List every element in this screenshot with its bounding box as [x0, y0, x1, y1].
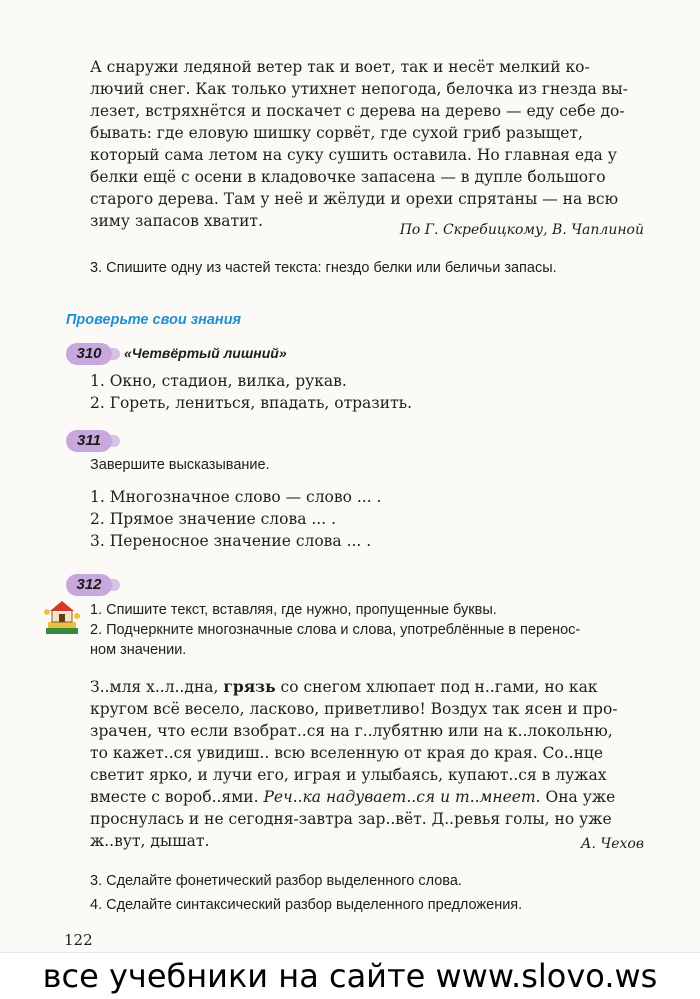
attribution: По Г. Скребицкому, В. Чаплиной [399, 222, 644, 238]
list-item: 2. Гореть, лениться, впадать, отразить. [90, 394, 413, 412]
text-line: А снаружи ледяной ветер так и воет, так и несёт мелкий ко- [90, 58, 590, 76]
house-books-icon [40, 598, 84, 642]
text-line: ж..вут, дышат. [90, 832, 210, 850]
text-line: зрачен, что если взобрат..ся на г..лубятню или на к..локольню, [90, 722, 613, 740]
text-line: кругом всё весело, ласково, приветливо! Воздух так ясен и про- [90, 700, 618, 718]
text-line: который сама летом на суку сушить оставила. Но главная еда у [90, 146, 617, 164]
exercise-instruction: Завершите высказывание. [90, 457, 270, 473]
exercise-311-items [90, 486, 644, 552]
text-line: бывать: где еловую шишку сорвёт, где сухой гриб разыщет, [90, 124, 583, 142]
text-line: то кажет..ся увидиш.. всю вселенную от края до края. Со..нце [90, 744, 604, 762]
list-item: 3. Переносное значение слова ... . [90, 532, 372, 550]
text-segment: Она уже [540, 788, 616, 806]
exercise-312-text [90, 676, 644, 852]
task-2-line: 2. Подчеркните многозначные слова и слова, употреблённые в перенос- [90, 622, 581, 638]
text-line: проснулась и не сегодня-завтра зар..вёт. Д..ревья голы, но уже [90, 810, 612, 828]
text-line: лезет, встряхнётся и поскачет с дерева на дерево — еду себе до- [90, 102, 625, 120]
site-footer: все учебники на сайте www.slovo.ws [0, 952, 700, 999]
highlighted-sentence: Реч..ка надувает..ся и т..мнеет. [263, 788, 541, 806]
section-title: Проверьте свои знания [66, 312, 242, 328]
task-4: 4. Сделайте синтаксический разбор выделенного предложения. [90, 897, 523, 913]
text-line: светит ярко, и лучи его, играя и улыбаясь, купают..ся в лужах [90, 766, 607, 784]
exercise-310-items [90, 370, 644, 414]
highlighted-word: грязь [223, 677, 276, 696]
exercise-number-badge: 310 [66, 343, 112, 365]
text-line: старого дерева. Там у неё и жёлуди и орехи спрятаны — на всю [90, 190, 619, 208]
list-item: 1. Окно, стадион, вилка, рукав. [90, 372, 347, 390]
text-line: лючий снег. Как только утихнет непогода, белочка из гнезда вы- [90, 80, 628, 98]
list-item: 1. Многозначное слово — слово ... . [90, 488, 382, 506]
exercise-number-badge: 311 [66, 430, 112, 452]
text-line: зиму запасов хватит. [90, 212, 263, 230]
text-segment: вместе с вороб..ями. [90, 788, 264, 806]
task-2-line: ном значении. [90, 642, 187, 658]
attribution: А. Чехов [580, 836, 644, 852]
list-item: 2. Прямое значение слова ... . [90, 510, 337, 528]
text-line: белки ещё с осени в кладовочке запасена — в дупле большого [90, 168, 606, 186]
top-paragraph [90, 56, 644, 232]
text-segment: со снегом хлюпает под н..гами, но как [275, 678, 598, 696]
exercise-number-badge: 312 [66, 574, 112, 596]
text-segment: З..мля х..л..дна, [90, 678, 224, 696]
exercise-312-tasks [90, 600, 644, 660]
text-line [90, 786, 644, 808]
exercise-title: «Четвёртый лишний» [124, 345, 287, 361]
text-line [90, 676, 644, 698]
page-number: 122 [64, 931, 93, 949]
task-1: 1. Спишите текст, вставляя, где нужно, пропущенные буквы. [90, 602, 497, 618]
exercise-312-final-tasks [90, 871, 644, 915]
task-3: 3. Сделайте фонетический разбор выделенного слова. [90, 873, 462, 889]
task-3: 3. Спишите одну из частей текста: гнездо белки или беличьи запасы. [90, 260, 557, 276]
